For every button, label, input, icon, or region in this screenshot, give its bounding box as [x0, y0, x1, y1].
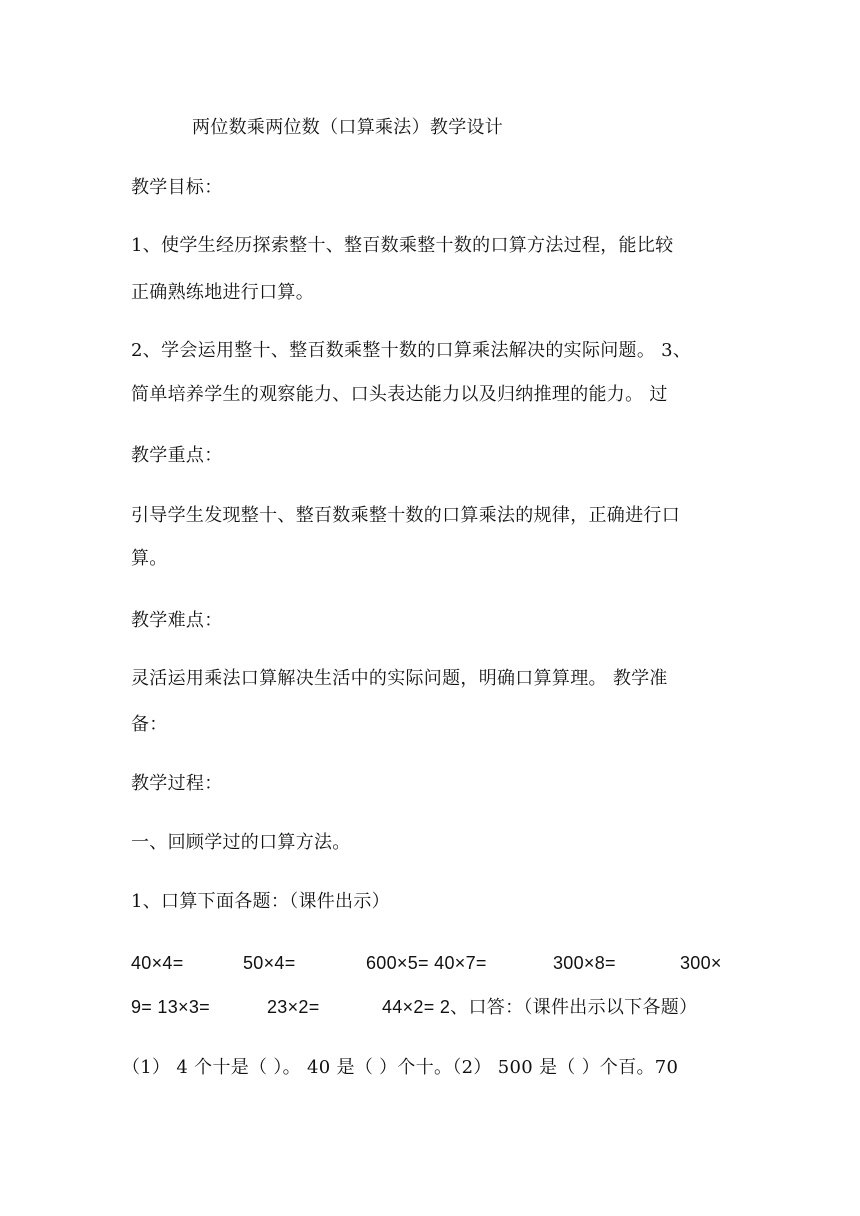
key-points-line-1: 引导学生发现整十、整百数乘整十数的口算乘法的规律，正确进行口 [131, 505, 680, 526]
difficulty-line-2: 备： [131, 714, 168, 735]
exercise-row-2 [0, 995, 860, 1019]
exercise-1-heading: 1、口算下面各题：（课件出示） [131, 891, 390, 912]
exercise-row-1-e: 300× [680, 953, 722, 973]
document-title: 两位数乘两位数（口算乘法）教学设计 [192, 117, 504, 138]
objective-2-line-1: 2、学会运用整十、整百数乘整十数的口算乘法解决的实际问题。 3、 [131, 340, 692, 361]
exercise-row-1-a: 40×4= [131, 953, 184, 973]
exercise-row-2-a: 9= 13×3= [131, 997, 210, 1017]
section-1-heading: 一、回顾学过的口算方法。 [131, 832, 351, 853]
process-heading: 教学过程： [131, 773, 223, 794]
objectives-heading: 教学目标： [131, 177, 223, 198]
objective-1-line-2: 正确熟练地进行口算。 [131, 282, 314, 303]
exercise-row-1-c: 600×5= 40×7= [366, 953, 487, 973]
difficulty-line-1: 灵活运用乘法口算解决生活中的实际问题，明确口算算理。 教学准 [131, 668, 668, 689]
objective-1-line-1: 1、使学生经历探索整十、整百数乘整十数的口算方法过程，能比较 [131, 235, 674, 256]
key-points-line-2: 算。 [131, 548, 168, 569]
objective-2-line-2: 简单培养学生的观察能力、口头表达能力以及归纳推理的能力。 过 [131, 384, 668, 405]
exercise-row-2-c: 44×2= 2、口答：（课件出示以下各题） [382, 997, 698, 1017]
exercise-row-1-b: 50×4= [243, 953, 296, 973]
difficulty-heading: 教学难点： [131, 610, 223, 631]
key-points-heading: 教学重点： [131, 445, 223, 466]
exercise-row-1 [0, 951, 860, 975]
exercise-row-1-d: 300×8= [553, 953, 616, 973]
oral-questions-line: （1） 4 个十是（ ）。 40 是（ ）个十。（2） 500 是（ ）个百。70 [122, 1057, 679, 1078]
exercise-row-2-b: 23×2= [267, 997, 320, 1017]
